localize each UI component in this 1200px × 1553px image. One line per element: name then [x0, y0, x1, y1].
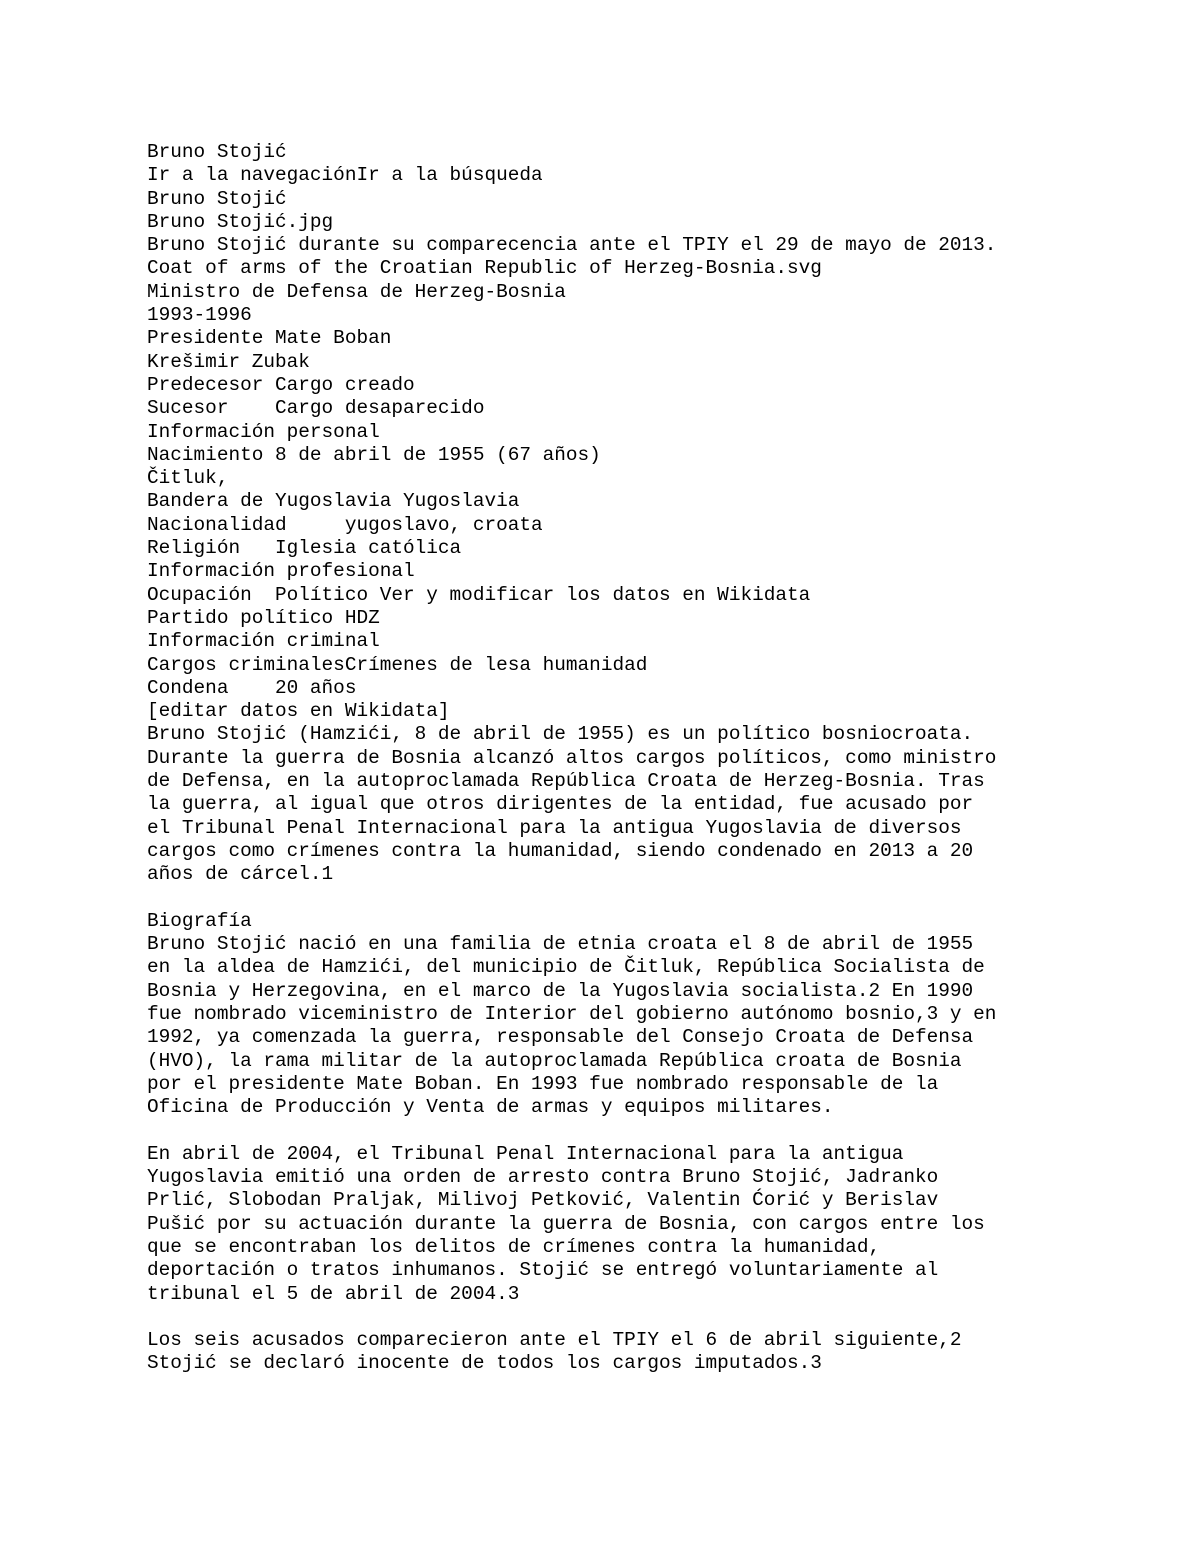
paragraph-gap [147, 887, 1147, 910]
text-line: En abril de 2004, el Tribunal Penal Internacional para la antigua [147, 1142, 904, 1165]
infobox-birth: Nacimiento 8 de abril de 1955 (67 años) [147, 443, 601, 466]
text-line: que se encontraban los delitos de crímenes contra la humanidad, [147, 1235, 881, 1258]
infobox-successor: Sucesor Cargo desaparecido [147, 397, 485, 420]
text-line: la guerra, al igual que otros dirigentes de la entidad, fue acusado por [147, 793, 974, 816]
text-line: Durante la guerra de Bosnia alcanzó altos cargos políticos, como ministro [147, 746, 997, 769]
infobox-office: Ministro de Defensa de Herzeg-Bosnia [147, 280, 566, 303]
infobox-name: Bruno Stojić [147, 187, 287, 210]
paragraph-gap [147, 1119, 1147, 1142]
text-line: tribunal el 5 de abril de 2004.3 [147, 1282, 520, 1305]
text-line: el Tribunal Penal Internacional para la antigua Yugoslavia de diversos [147, 816, 962, 839]
infobox-president: Presidente Mate Boban [147, 327, 392, 350]
section-heading-biography: Biografía [147, 909, 252, 932]
infobox-charges: Cargos criminalesCrímenes de lesa humanidad [147, 653, 648, 676]
text-line: fue nombrado viceministro de Interior del gobierno autónomo bosnio,3 y en [147, 1002, 997, 1025]
page-title: Bruno Stojić [147, 141, 287, 163]
text-line: de Defensa, en la autoproclamada República Croata de Herzeg-Bosnia. Tras [147, 770, 985, 793]
infobox-president-2: Krešimir Zubak [147, 350, 310, 373]
infobox-party: Partido político HDZ [147, 606, 380, 629]
text-line: Yugoslavia emitió una orden de arresto contra Bruno Stojić, Jadranko [147, 1166, 939, 1189]
text-line: en la aldea de Hamzići, del municipio de Čitluk, República Socialista de [147, 956, 985, 979]
infobox-criminal-heading: Información criminal [147, 630, 380, 653]
text-line: Bruno Stojić nació en una familia de etnia croata el 8 de abril de 1955 [147, 933, 974, 956]
infobox-birth-country: Bandera de Yugoslavia Yugoslavia [147, 490, 520, 513]
infobox-nationality: Nacionalidad yugoslavo, croata [147, 513, 543, 536]
infobox-religion: Religión Iglesia católica [147, 537, 462, 560]
text-line: cargos como crímenes contra la humanidad, siendo condenado en 2013 a 20 [147, 839, 974, 862]
text-line: años de cárcel.1 [147, 863, 334, 886]
infobox [147, 188, 1147, 724]
text-line: Oficina de Producción y Venta de armas y equipos militares. [147, 1096, 834, 1119]
infobox-predecessor: Predecesor Cargo creado [147, 373, 415, 396]
infobox-edit-link[interactable]: [editar datos en Wikidata] [147, 700, 450, 723]
text-line: Bosnia y Herzegovina, en el marco de la Yugoslavia socialista.2 En 1990 [147, 979, 974, 1002]
biography-paragraph-3 [147, 1329, 1147, 1376]
infobox-birth-place: Čitluk, [147, 467, 229, 490]
document-page [147, 141, 1147, 1376]
paragraph-gap [147, 1306, 1147, 1329]
infobox-coat-of-arms[interactable]: Coat of arms of the Croatian Republic of Herzeg-Bosnia.svg [147, 257, 822, 280]
biography-paragraph-2 [147, 1143, 1147, 1306]
text-line: Pušić por su actuación durante la guerra de Bosnia, con cargos entre los [147, 1212, 985, 1235]
text-line: Los seis acusados comparecieron ante el TPIY el 6 de abril siguiente,2 [147, 1329, 962, 1352]
infobox-occupation: Ocupación Político Ver y modificar los datos en Wikidata [147, 583, 811, 606]
text-line: Bruno Stojić (Hamzići, 8 de abril de 1955) es un político bosniocroata. [147, 723, 974, 746]
infobox-sentence: Condena 20 años [147, 676, 357, 699]
text-line: por el presidente Mate Boban. En 1993 fue nombrado responsable de la [147, 1072, 939, 1095]
text-line: deportación o tratos inhumanos. Stojić se entregó voluntariamente al [147, 1259, 939, 1282]
infobox-term: 1993-1996 [147, 304, 252, 327]
text-line: Prlić, Slobodan Praljak, Milivoj Petković, Valentin Ćorić y Berislav [147, 1189, 939, 1212]
infobox-image-caption: Bruno Stojić durante su comparecencia ante el TPIY el 29 de mayo de 2013. [147, 234, 997, 257]
biography-paragraph-1 [147, 933, 1147, 1119]
text-line: Stojić se declaró inocente de todos los cargos imputados.3 [147, 1352, 822, 1375]
intro-paragraph [147, 723, 1147, 886]
text-line: 1992, ya comenzada la guerra, responsable del Consejo Croata de Defensa [147, 1026, 974, 1049]
infobox-personal-heading: Información personal [147, 420, 380, 443]
text-line: (HVO), la rama militar de la autoproclamada República croata de Bosnia [147, 1049, 962, 1072]
nav-links[interactable]: Ir a la navegaciónIr a la búsqueda [147, 164, 543, 187]
infobox-image-file[interactable]: Bruno Stojić.jpg [147, 210, 334, 233]
infobox-professional-heading: Información profesional [147, 560, 415, 583]
